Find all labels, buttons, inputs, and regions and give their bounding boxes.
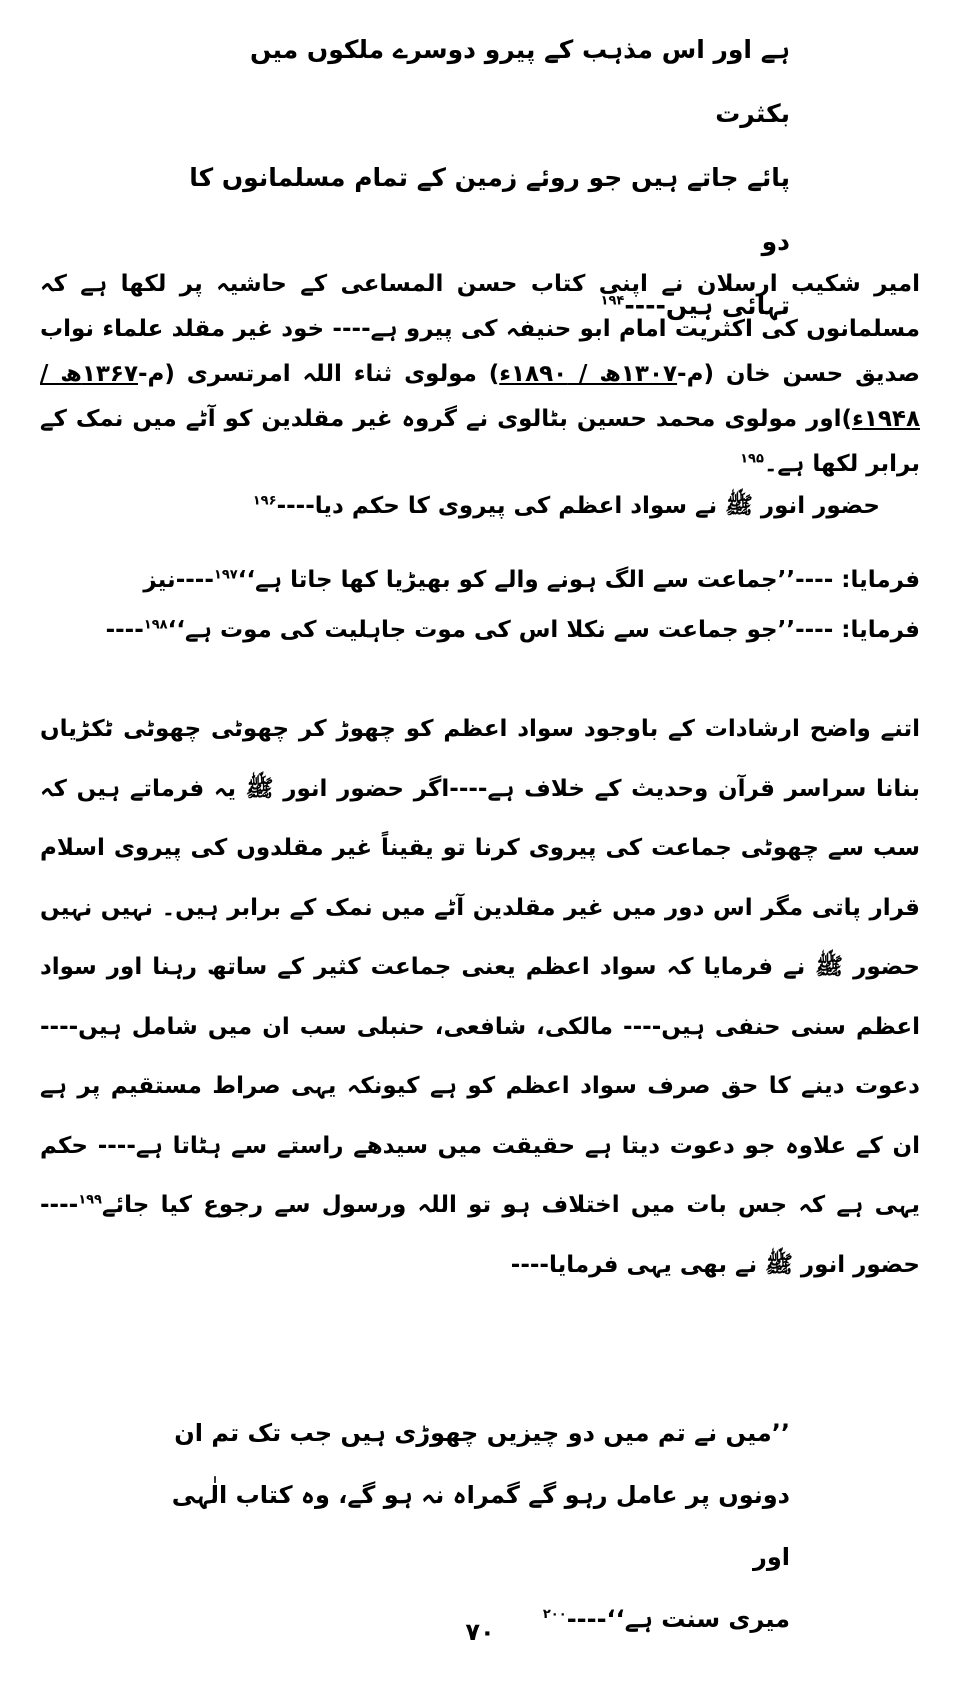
- line-farmaya-1: [40, 560, 920, 600]
- paragraph-1-text-c: )اور مولوی محمد حسین بٹالوی نے گروہ غیر مقلدین کو آٹے میں نمک کے برابر لکھا ہے۔: [40, 406, 920, 477]
- quote-top-line-3-text: تہائی ہیں----: [624, 291, 790, 320]
- quote-top-line-2: پائے جاتے ہیں جو روئے زمین کے تمام مسلمانوں کا دو: [189, 163, 790, 256]
- footnote-marker-199: ۱۹۹: [78, 1192, 102, 1208]
- page-number: ۷۰: [465, 1618, 495, 1646]
- line-farmaya-1-tail: ----نیز: [143, 567, 214, 593]
- line-hadith-text: حضور انور ﷺ نے سواد اعظم کی پیروی کا حکم دیا----: [276, 493, 880, 519]
- footnote-marker-196: ۱۹۶: [252, 493, 277, 509]
- quote-bottom: [170, 1402, 790, 1650]
- footnote-marker-200: ۲۰۰: [542, 1607, 567, 1622]
- line-hadith: [40, 486, 880, 526]
- paragraph-1-text-b: ) مولوی ثناء اللہ امرتسری (م-: [138, 361, 500, 387]
- paragraph-1: [40, 262, 920, 487]
- line-farmaya-1-text: فرمایا: ----’’جماعت سے الگ ہونے والے کو بھیڑیا کھا جاتا ہے‘‘: [237, 567, 920, 593]
- quote-bottom-line-1: ’’میں نے تم میں دو چیزیں چھوڑی ہیں جب تک تم ان: [174, 1419, 790, 1447]
- paragraph-2: [40, 700, 920, 1295]
- footnote-marker-194: ۱۹۴: [600, 293, 625, 309]
- quote-bottom-line-3-text: میری سنت ہے‘‘----: [566, 1605, 790, 1633]
- line-farmaya-2-tail: ----: [105, 617, 144, 643]
- paragraph-2-text: اتنے واضح ارشادات کے باوجود سواد اعظم کو چھوڑ کر چھوٹی چھوٹی ٹکڑیاں بنانا سراسر قرآن وحدیث کے خلاف ہے----اگر حضور انور ﷺ یہ فرماتے ہیں کہ سب سے چھوٹی جماعت کی پیروی کرنا تو یقیناً غیر مقلدوں کی پیروی اسلام قرار پاتی مگر اس دور میں غیر مقلدین آٹے میں نمک کے برابر ہیں۔ نہیں نہیں حضور ﷺ نے فرمایا کہ سواد اعظم یعنی جماعت کثیر کے ساتھ رہنا اور سواد اعظم سنی حنفی ہیں---- مالکی، شافعی، حنبلی سب ان میں شامل ہیں----دعوت دینے کا حق صرف سواد اعظم کو ہے کیونکہ یہی صراط مستقیم پر ہے ان کے علاوہ جو دعوت دیتا ہے حقیقت میں سیدھے راستے سے ہٹاتا ہے---- حکم یہی ہے کہ جس بات میں اختلاف ہو تو اللہ ورسول سے رجوع کیا جائے: [40, 716, 920, 1218]
- quote-top-line-1: ہے اور اس مذہب کے پیرو دوسرے ملکوں میں بکثرت: [250, 35, 790, 128]
- paragraph-2-tail: ---- حضور انور ﷺ نے بھی یہی فرمایا----: [40, 1192, 920, 1278]
- line-farmaya-2-text: فرمایا: ----’’جو جماعت سے نکلا اس کی موت جاہلیت کی موت ہے‘‘: [167, 617, 920, 643]
- date-sanaullah: ۱۳۶۷ھ / ۱۹۴۸ء: [40, 361, 920, 432]
- paragraph-1-text-a: امیر شکیب ارسلان نے اپنی کتاب حسن المساعی کے حاشیہ پر لکھا ہے کہ مسلمانوں کی اکثریت امام ابو حنیفہ کی پیرو ہے---- خود غیر مقلد علماء نواب صدیق حسن خان (م-: [40, 271, 920, 387]
- footnote-marker-195: ۱۹۵: [740, 451, 764, 467]
- date-nawab-siddiq: ۱۳۰۷ھ / ۱۸۹۰ء: [499, 361, 678, 387]
- footnote-marker-198: ۱۹۸: [143, 617, 168, 633]
- line-farmaya-2: [40, 610, 920, 650]
- quote-bottom-line-2: دونوں پر عامل رہو گے گمراہ نہ ہو گے، وہ کتاب الٰہی اور: [171, 1481, 790, 1571]
- footnote-marker-197: ۱۹۷: [213, 567, 238, 583]
